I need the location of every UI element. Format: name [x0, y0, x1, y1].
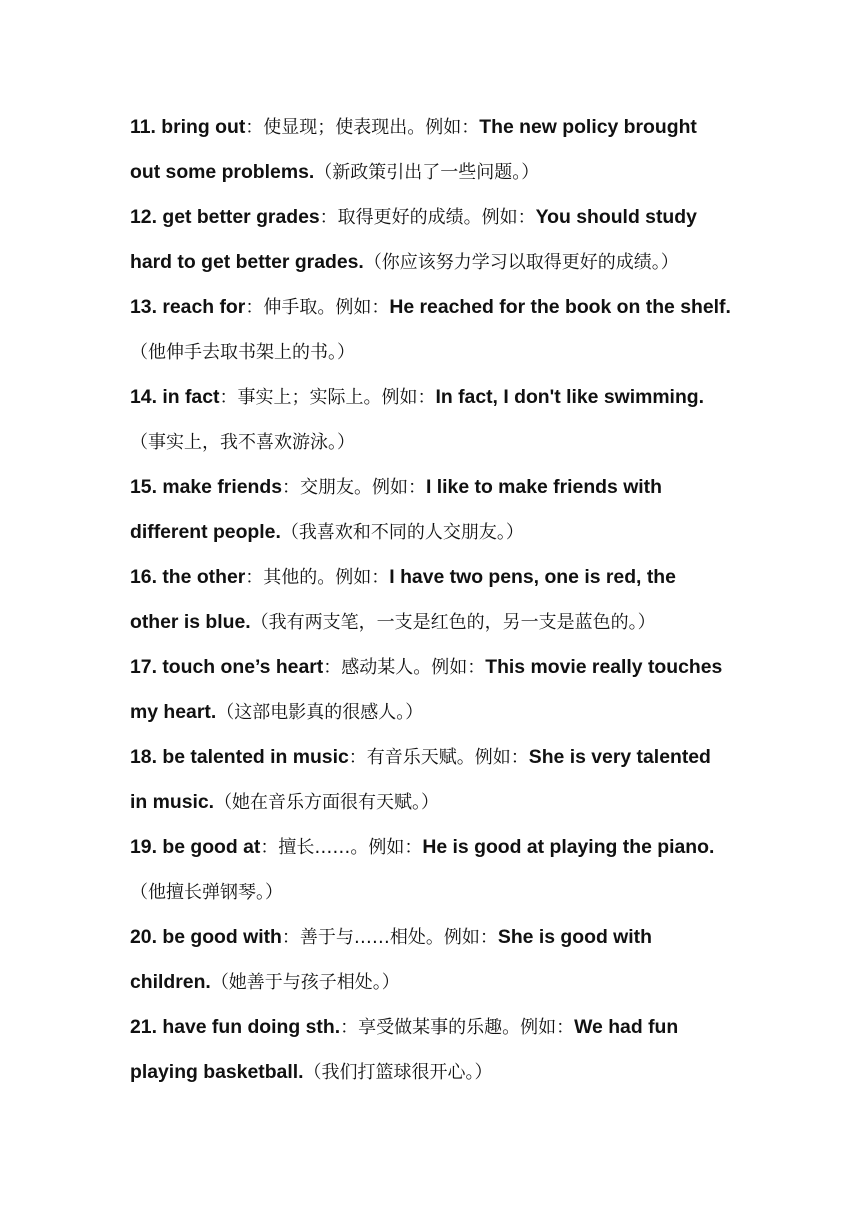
- text-line: [130, 1005, 740, 1050]
- text-line: [130, 195, 740, 240]
- english-text: In fact, I don't like swimming.: [435, 386, 705, 408]
- text-line: [130, 690, 740, 735]
- chinese-text: ：感动某人。例如：: [323, 657, 486, 678]
- phrase-entry: [130, 105, 740, 195]
- text-line: [130, 915, 740, 960]
- phrase-entry: [130, 555, 740, 645]
- text-line: [130, 960, 740, 1005]
- phrase-entry: [130, 915, 740, 1005]
- english-text: 11. bring out: [130, 116, 246, 138]
- chinese-text: （她善于与孩子相处。）: [210, 972, 400, 993]
- english-text: I like to make friends with: [425, 476, 662, 498]
- text-line: [130, 105, 740, 150]
- phrase-entry: [130, 735, 740, 825]
- english-text: 13. reach for: [130, 296, 246, 318]
- chinese-text: ：取得更好的成绩。例如：: [319, 207, 536, 228]
- text-line: [130, 510, 740, 555]
- chinese-text: （他伸手去取书架上的书。）: [130, 342, 355, 363]
- english-text: 20. be good with: [130, 926, 282, 948]
- chinese-text: （事实上，我不喜欢游泳。）: [130, 432, 355, 453]
- chinese-text: ：交朋友。例如：: [281, 477, 426, 498]
- chinese-text: ：事实上；实际上。例如：: [219, 387, 436, 408]
- text-line: [130, 645, 740, 690]
- english-text: The new policy brought: [479, 116, 697, 138]
- english-text: 14. in fact: [130, 386, 220, 408]
- text-line: [130, 375, 740, 420]
- text-line: [130, 825, 740, 870]
- english-text: He is good at playing the piano.: [422, 836, 715, 858]
- english-text: She is good with: [497, 926, 652, 948]
- phrase-entry: [130, 825, 740, 915]
- phrase-entry: [130, 465, 740, 555]
- english-text: out some problems.: [130, 161, 315, 183]
- chinese-text: （新政策引出了一些问题。）: [314, 162, 540, 183]
- document-body: [130, 105, 740, 1095]
- chinese-text: ：有音乐天赋。例如：: [348, 747, 529, 768]
- chinese-text: ：伸手取。例如：: [245, 297, 390, 318]
- chinese-text: （她在音乐方面很有天赋。）: [214, 792, 440, 813]
- text-line: [130, 420, 740, 465]
- text-line: [130, 870, 740, 915]
- chinese-text: ：享受做某事的乐趣。例如：: [340, 1017, 575, 1038]
- text-line: [130, 1050, 740, 1095]
- text-line: [130, 240, 740, 285]
- phrase-entry: [130, 645, 740, 735]
- chinese-text: （这部电影真的很感人。）: [216, 702, 424, 723]
- chinese-text: （我喜欢和不同的人交朋友。）: [280, 522, 524, 543]
- text-line: [130, 600, 740, 645]
- chinese-text: （你应该努力学习以取得更好的成绩。）: [363, 252, 679, 273]
- text-line: [130, 150, 740, 195]
- english-text: different people.: [130, 521, 281, 543]
- chinese-text: （我有两支笔，一支是红色的，另一支是蓝色的。）: [250, 612, 656, 633]
- chinese-text: ：使显现；使表现出。例如：: [245, 117, 480, 138]
- english-text: 12. get better grades: [130, 206, 320, 228]
- english-text: 19. be good at: [130, 836, 261, 858]
- chinese-text: （我们打篮球很开心。）: [303, 1062, 493, 1083]
- text-line: [130, 465, 740, 510]
- english-text: She is very talented: [528, 746, 711, 768]
- phrase-entry: [130, 285, 740, 375]
- text-line: [130, 780, 740, 825]
- text-line: [130, 555, 740, 600]
- english-text: 18. be talented in music: [130, 746, 349, 768]
- english-text: in music.: [130, 791, 215, 813]
- chinese-text: ：其他的。例如：: [245, 567, 390, 588]
- english-text: 16. the other: [130, 566, 246, 588]
- english-text: other is blue.: [130, 611, 251, 633]
- english-text: 21. have fun doing sth.: [130, 1016, 341, 1038]
- english-text: You should study: [535, 206, 697, 228]
- phrase-entry: [130, 1005, 740, 1095]
- text-line: [130, 285, 740, 330]
- phrase-entry: [130, 375, 740, 465]
- english-text: my heart.: [130, 701, 217, 723]
- english-text: I have two pens, one is red, the: [389, 566, 676, 588]
- english-text: This movie really touches: [485, 656, 723, 678]
- text-line: [130, 735, 740, 780]
- english-text: children.: [130, 971, 211, 993]
- chinese-text: ：擅长……。例如：: [260, 837, 423, 858]
- chinese-text: （他擅长弹钢琴。）: [130, 882, 283, 903]
- english-text: playing basketball.: [130, 1061, 304, 1083]
- phrase-entry: [130, 195, 740, 285]
- text-line: [130, 330, 740, 375]
- chinese-text: ：善于与……相处。例如：: [281, 927, 498, 948]
- english-text: He reached for the book on the shelf.: [389, 296, 731, 318]
- english-text: 15. make friends: [130, 476, 282, 498]
- english-text: We had fun: [574, 1016, 679, 1038]
- english-text: 17. touch one’s heart: [130, 656, 324, 678]
- english-text: hard to get better grades.: [130, 251, 364, 273]
